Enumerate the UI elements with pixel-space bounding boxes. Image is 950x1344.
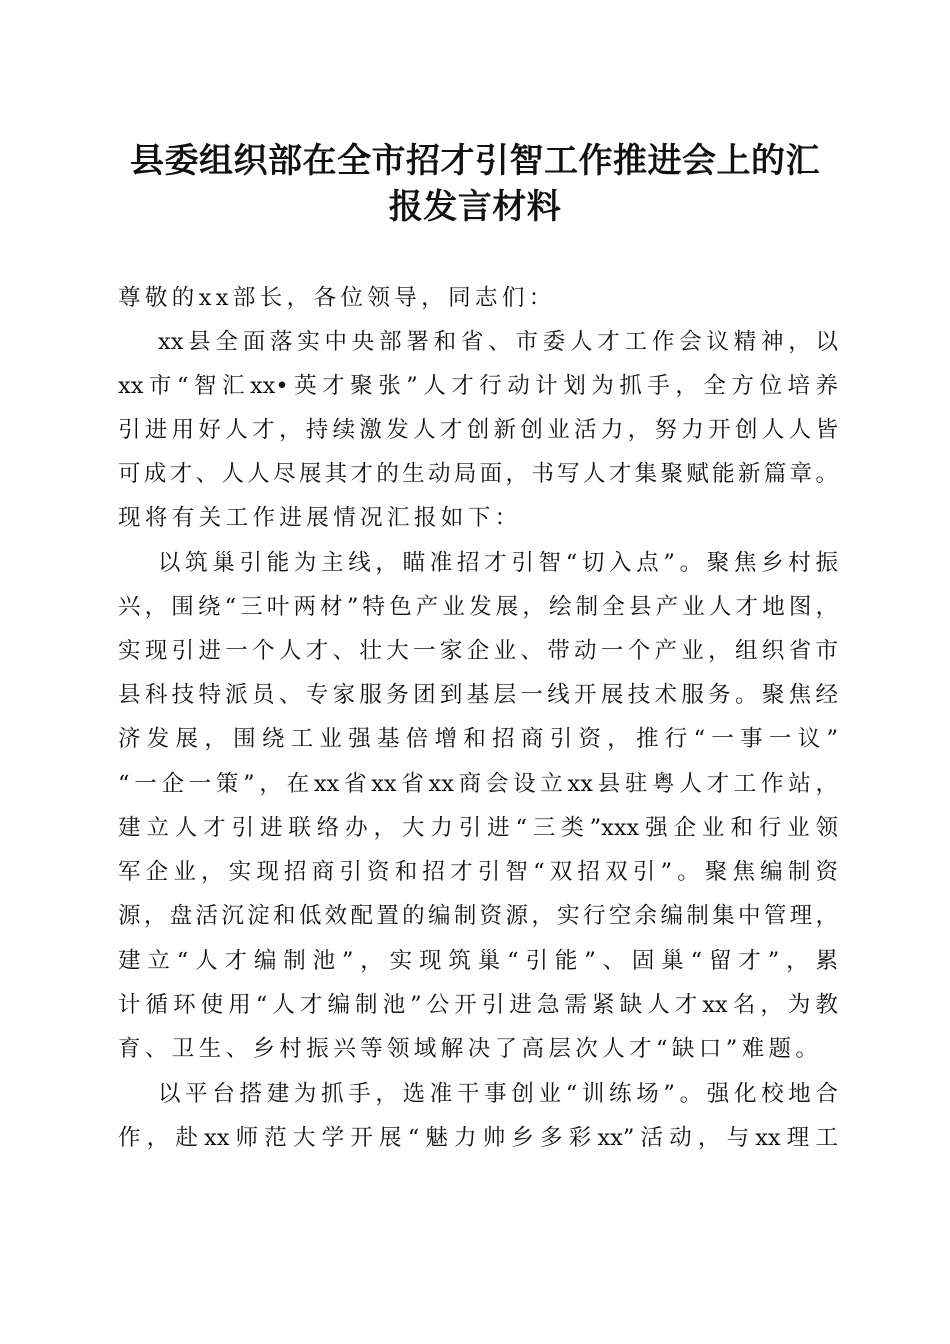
paragraph-2-line: 县科技特派员、专家服务团到基层一线开展技术服务。聚焦经: [118, 682, 838, 708]
paragraph-1-line: xx市“智汇xx•英才聚张”人才行动计划为抓手，全方位培养: [118, 373, 838, 399]
paragraph-2-line: 计循环使用“人才编制池”公开引进急需紧缺人才xx名，为教: [118, 992, 838, 1018]
paragraph-2-line: 育、卫生、乡村振兴等领域解决了高层次人才“缺口”难题。: [118, 1036, 823, 1062]
paragraph-3-line: 以平台搭建为抓手，选准干事创业“训练场”。强化校地合: [158, 1081, 838, 1107]
document-title-line-2: 报发言材料: [388, 187, 562, 227]
paragraph-1-line: xx县全面落实中央部署和省、市委人才工作会议精神，以: [158, 329, 838, 355]
paragraph-1-line: 可成才、人人尽展其才的生动局面，书写人才集聚赋能新篇章。: [118, 461, 838, 487]
paragraph-2-line: 建立人才引进联络办，大力引进“三类”xxx强企业和行业领: [118, 815, 838, 841]
paragraph-2-line: 军企业，实现招商引资和招才引智“双招双引”。聚焦编制资: [118, 859, 838, 885]
paragraph-1-line: 现将有关工作进展情况汇报如下：: [118, 505, 522, 531]
paragraph-2-line: 以筑巢引能为主线，瞄准招才引智“切入点”。聚焦乡村振: [158, 550, 838, 576]
paragraph-2-line: 兴，围绕“三叶两材”特色产业发展，绘制全县产业人才地图，: [118, 594, 838, 620]
paragraph-2-line: 建立“人才编制池”，实现筑巢“引能”、固巢“留才”，累: [118, 948, 838, 974]
salutation: 尊敬的xx部长，各位领导，同志们：: [118, 285, 556, 311]
paragraph-3-line: 作，赴xx师范大学开展“魅力帅乡多彩xx”活动，与xx理工: [118, 1125, 838, 1151]
paragraph-2-line: 实现引进一个人才、壮大一家企业、带动一个产业，组织省市: [118, 638, 838, 664]
paragraph-2-line: 源，盘活沉淀和低效配置的编制资源，实行空余编制集中管理，: [118, 903, 838, 929]
paragraph-2-line: “一企一策”，在xx省xx省xx商会设立xx县驻粤人才工作站，: [118, 771, 838, 797]
paragraph-1-line: 引进用好人才，持续激发人才创新创业活力，努力开创人人皆: [118, 417, 838, 443]
document-title-line-1: 县委组织部在全市招才引智工作推进会上的汇: [130, 141, 820, 181]
paragraph-2-line: 济发展，围绕工业强基倍增和招商引资，推行“一事一议”: [118, 726, 838, 752]
